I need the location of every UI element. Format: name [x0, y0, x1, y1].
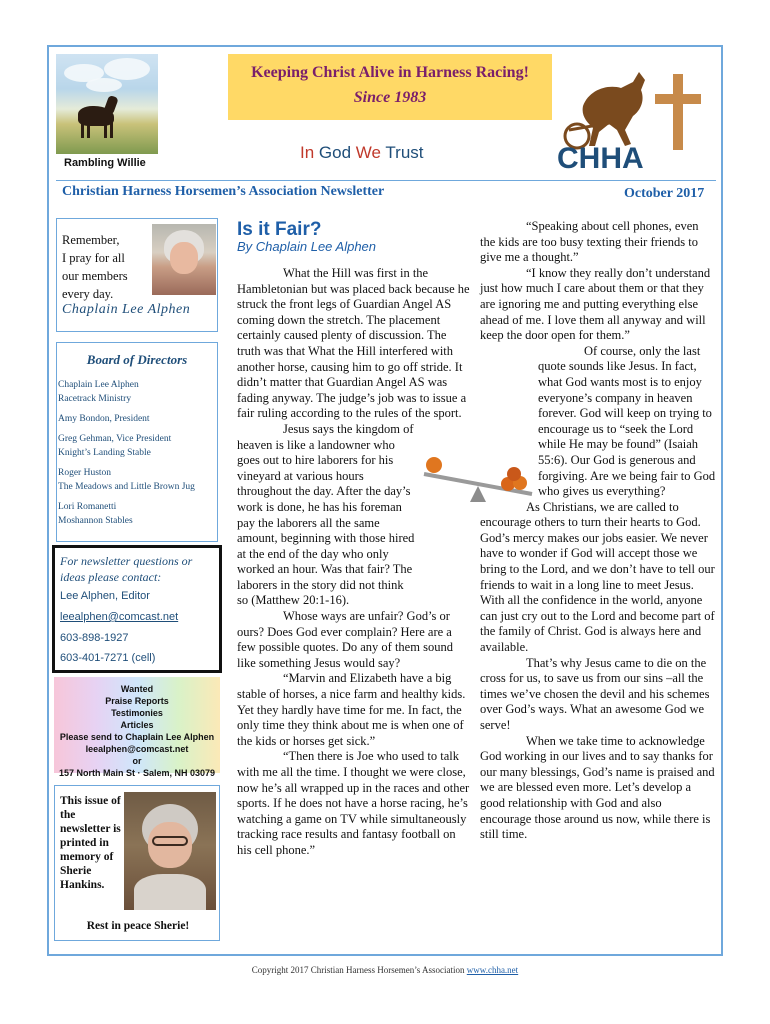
board-member-affiliation: Moshannon Stables	[58, 516, 133, 526]
board-member-name: Amy Bondon, President	[58, 414, 150, 424]
contact-editor: Lee Alphen, Editor	[60, 590, 150, 602]
wanted-flyer	[54, 677, 220, 778]
footer-website-link[interactable]: www.chha.net	[466, 965, 519, 975]
wanted-line: Praise Reports	[105, 696, 169, 706]
board-member-name: Chaplain Lee Alphen	[58, 380, 139, 390]
article-paragraph: As Christians, we are called to encourage others to turn their hearts to God. God’s mercy makes our jobs easier. We never have to wonder if God will accept those we bring to the Lord, and we don’t have to tell our friends to wait in a long line to meet Jesus. With all the confidence in the world, anyone can just cry out to the Lord and become part of the family of Christ. God is always here and available.	[480, 499, 715, 655]
board-member-name: Lori Romanetti	[58, 502, 117, 512]
logo-cross-horizontal	[655, 94, 701, 104]
article-paragraph: “Marvin and Elizabeth have a big stable of horses, a nice farm and healthy kids. Yet they hardly have time for me. In fact, the only time they think about me is when one of the kids or horses get sick.”	[237, 671, 466, 748]
banner-slogan: Keeping Christ Alive in Harness Racing!	[251, 64, 529, 81]
board-entry	[58, 378, 218, 406]
logo-text: CHHA	[557, 142, 644, 172]
chaplain-portrait	[152, 224, 216, 295]
article-paragraph: “Then there is Joe who used to talk with me all the time. I thought we were close, now he’s all wrapped up in the races and other sports. If he does not have a horse racing, he’s watching a game on TV while simultaneously tracking race results and fantasy football on his cell phone.”	[237, 749, 470, 857]
tagline-we: We	[355, 143, 381, 162]
chaplain-signature: Chaplain Lee Alphen	[62, 302, 191, 317]
wanted-line: Articles	[120, 720, 154, 730]
article-byline: By Chaplain Lee Alphen	[237, 239, 377, 254]
board-entry	[58, 412, 218, 426]
remember-text	[62, 231, 152, 303]
article-paragraph: “I know they really don’t understand just how much I care about them or that they are ignoring me and putting everything else ahead of me. I love them all anyway and will keep the door open for them.”	[480, 265, 711, 343]
logo-horse	[583, 72, 645, 146]
board-entry	[58, 432, 218, 460]
contact-phone: 603-898-1927	[60, 632, 129, 644]
remember-line: every day.	[62, 287, 114, 301]
article-title: Is it Fair?	[237, 219, 322, 240]
footer-copyright: Copyright 2017 Christian Harness Horsemen’s Association	[251, 965, 467, 975]
remember-line: Remember,	[62, 233, 120, 247]
seesaw-illustration	[420, 450, 536, 508]
logo-cross-vertical	[673, 74, 683, 150]
banner-since: Since 1983	[353, 89, 427, 106]
contact-email-link[interactable]: leealphen@comcast.net	[60, 611, 179, 623]
board-title: Board of Directors	[86, 352, 188, 367]
contact-heading: For newsletter questions or ideas please contact:	[60, 554, 193, 584]
article-column-right	[480, 219, 716, 843]
wanted-line: Wanted	[120, 684, 154, 694]
tagline-trust: Trust	[380, 143, 424, 162]
footer	[0, 965, 770, 975]
wanted-line: Testimonies	[111, 708, 163, 718]
rambling-willie-painting	[56, 54, 158, 154]
header-banner	[228, 54, 552, 120]
chha-logo	[555, 60, 715, 172]
newsletter-title: Christian Harness Horsemen’s Association Newsletter	[62, 184, 385, 199]
board-entry	[58, 500, 218, 528]
header-divider	[56, 180, 716, 181]
board-entry	[58, 466, 218, 494]
tagline-in: In	[300, 143, 315, 162]
remember-line: our members	[62, 269, 128, 283]
wanted-line: leealphen@comcast.net	[85, 744, 189, 754]
article-paragraph: “Speaking about cell phones, even the kids are too busy texting their friends to give me a thought.”	[480, 219, 699, 265]
board-member-name: Greg Gehman, Vice President	[58, 434, 172, 444]
memory-text: This issue of the newsletter is printed in memory of Sherie Hankins.	[60, 795, 121, 891]
newsletter-date: October 2017	[624, 186, 705, 201]
board-member-affiliation: The Meadows and Little Brown Jug	[58, 482, 195, 492]
article-paragraph: Jesus says the kingdom of heaven is like a landowner who goes out to hire laborers for his vineyard at various hours throughout the day. After the day’s work is done, he has his foreman pay the laborers all the same amount, beginning with those hired at the end of the day who only worked an hour. Was that fair? The laborers in the story did not think so (Matthew 20:1-16).	[237, 421, 415, 608]
article-paragraph: What the Hill was first in the Hambletonian but was placed back because he struck the front legs of Guardian Angel AS coming down the stretch. The placement certainly caused plenty of discussion. The truth was that What the Hill interfered with another horse, causing him to go off stride. It didn’t matter that Guardian Angel AS was fading anyway. The judge’s job was to issue a fair ruling according to the rules of the sport.	[237, 266, 470, 421]
contact-cell-phone: 603-401-7271 (cell)	[60, 652, 156, 664]
tagline-god: God	[314, 143, 356, 162]
board-member-name: Roger Huston	[58, 468, 112, 478]
article-paragraph: Of course, only the last quote sounds like Jesus. In fact, what God wants most is to enjoy everyone’s company in heaven forever. God will keep on trying to encourage us to “seek the Lord while He may be found” (Isaiah 55:6). Our God is generous and forgiving. Are we being fair to God who gives us everything?	[538, 343, 716, 499]
board-list	[58, 378, 218, 534]
painting-caption: Rambling Willie	[64, 157, 146, 169]
seesaw-fulcrum	[470, 486, 486, 502]
article-paragraph: That’s why Jesus came to die on the cross for us, to save us from our sins –all the times we’ve chosen the devil and his schemes over God’s ways. What an awesome God we serve!	[480, 655, 710, 732]
sherie-portrait	[124, 792, 216, 910]
board-member-affiliation: Racetrack Ministry	[58, 394, 132, 404]
wanted-line: or	[132, 756, 142, 766]
article-column-middle	[237, 266, 473, 859]
orange-ball	[426, 457, 442, 473]
article-paragraph: Whose ways are unfair? God’s or ours? Does God ever complain? Here are a few possible quotes. Do any of them sound like something Jesus would say?	[237, 609, 453, 670]
wanted-line: Please send to Chaplain Lee Alphen	[59, 732, 215, 742]
remember-line: I pray for all	[62, 251, 125, 265]
rest-in-peace: Rest in peace Sherie!	[86, 920, 190, 932]
orange-ball	[507, 467, 521, 481]
article-paragraph: When we take time to acknowledge God working in our lives and to say thanks for our many blessings, God’s name is praised and we are blessed even more. Let’s develop a good relationship with God and also encourage those around us now, while there is still time.	[480, 733, 715, 842]
board-member-affiliation: Knight’s Landing Stable	[58, 448, 151, 458]
tagline	[300, 143, 424, 163]
wanted-line: 157 North Main St · Salem, NH 03079	[58, 768, 216, 778]
